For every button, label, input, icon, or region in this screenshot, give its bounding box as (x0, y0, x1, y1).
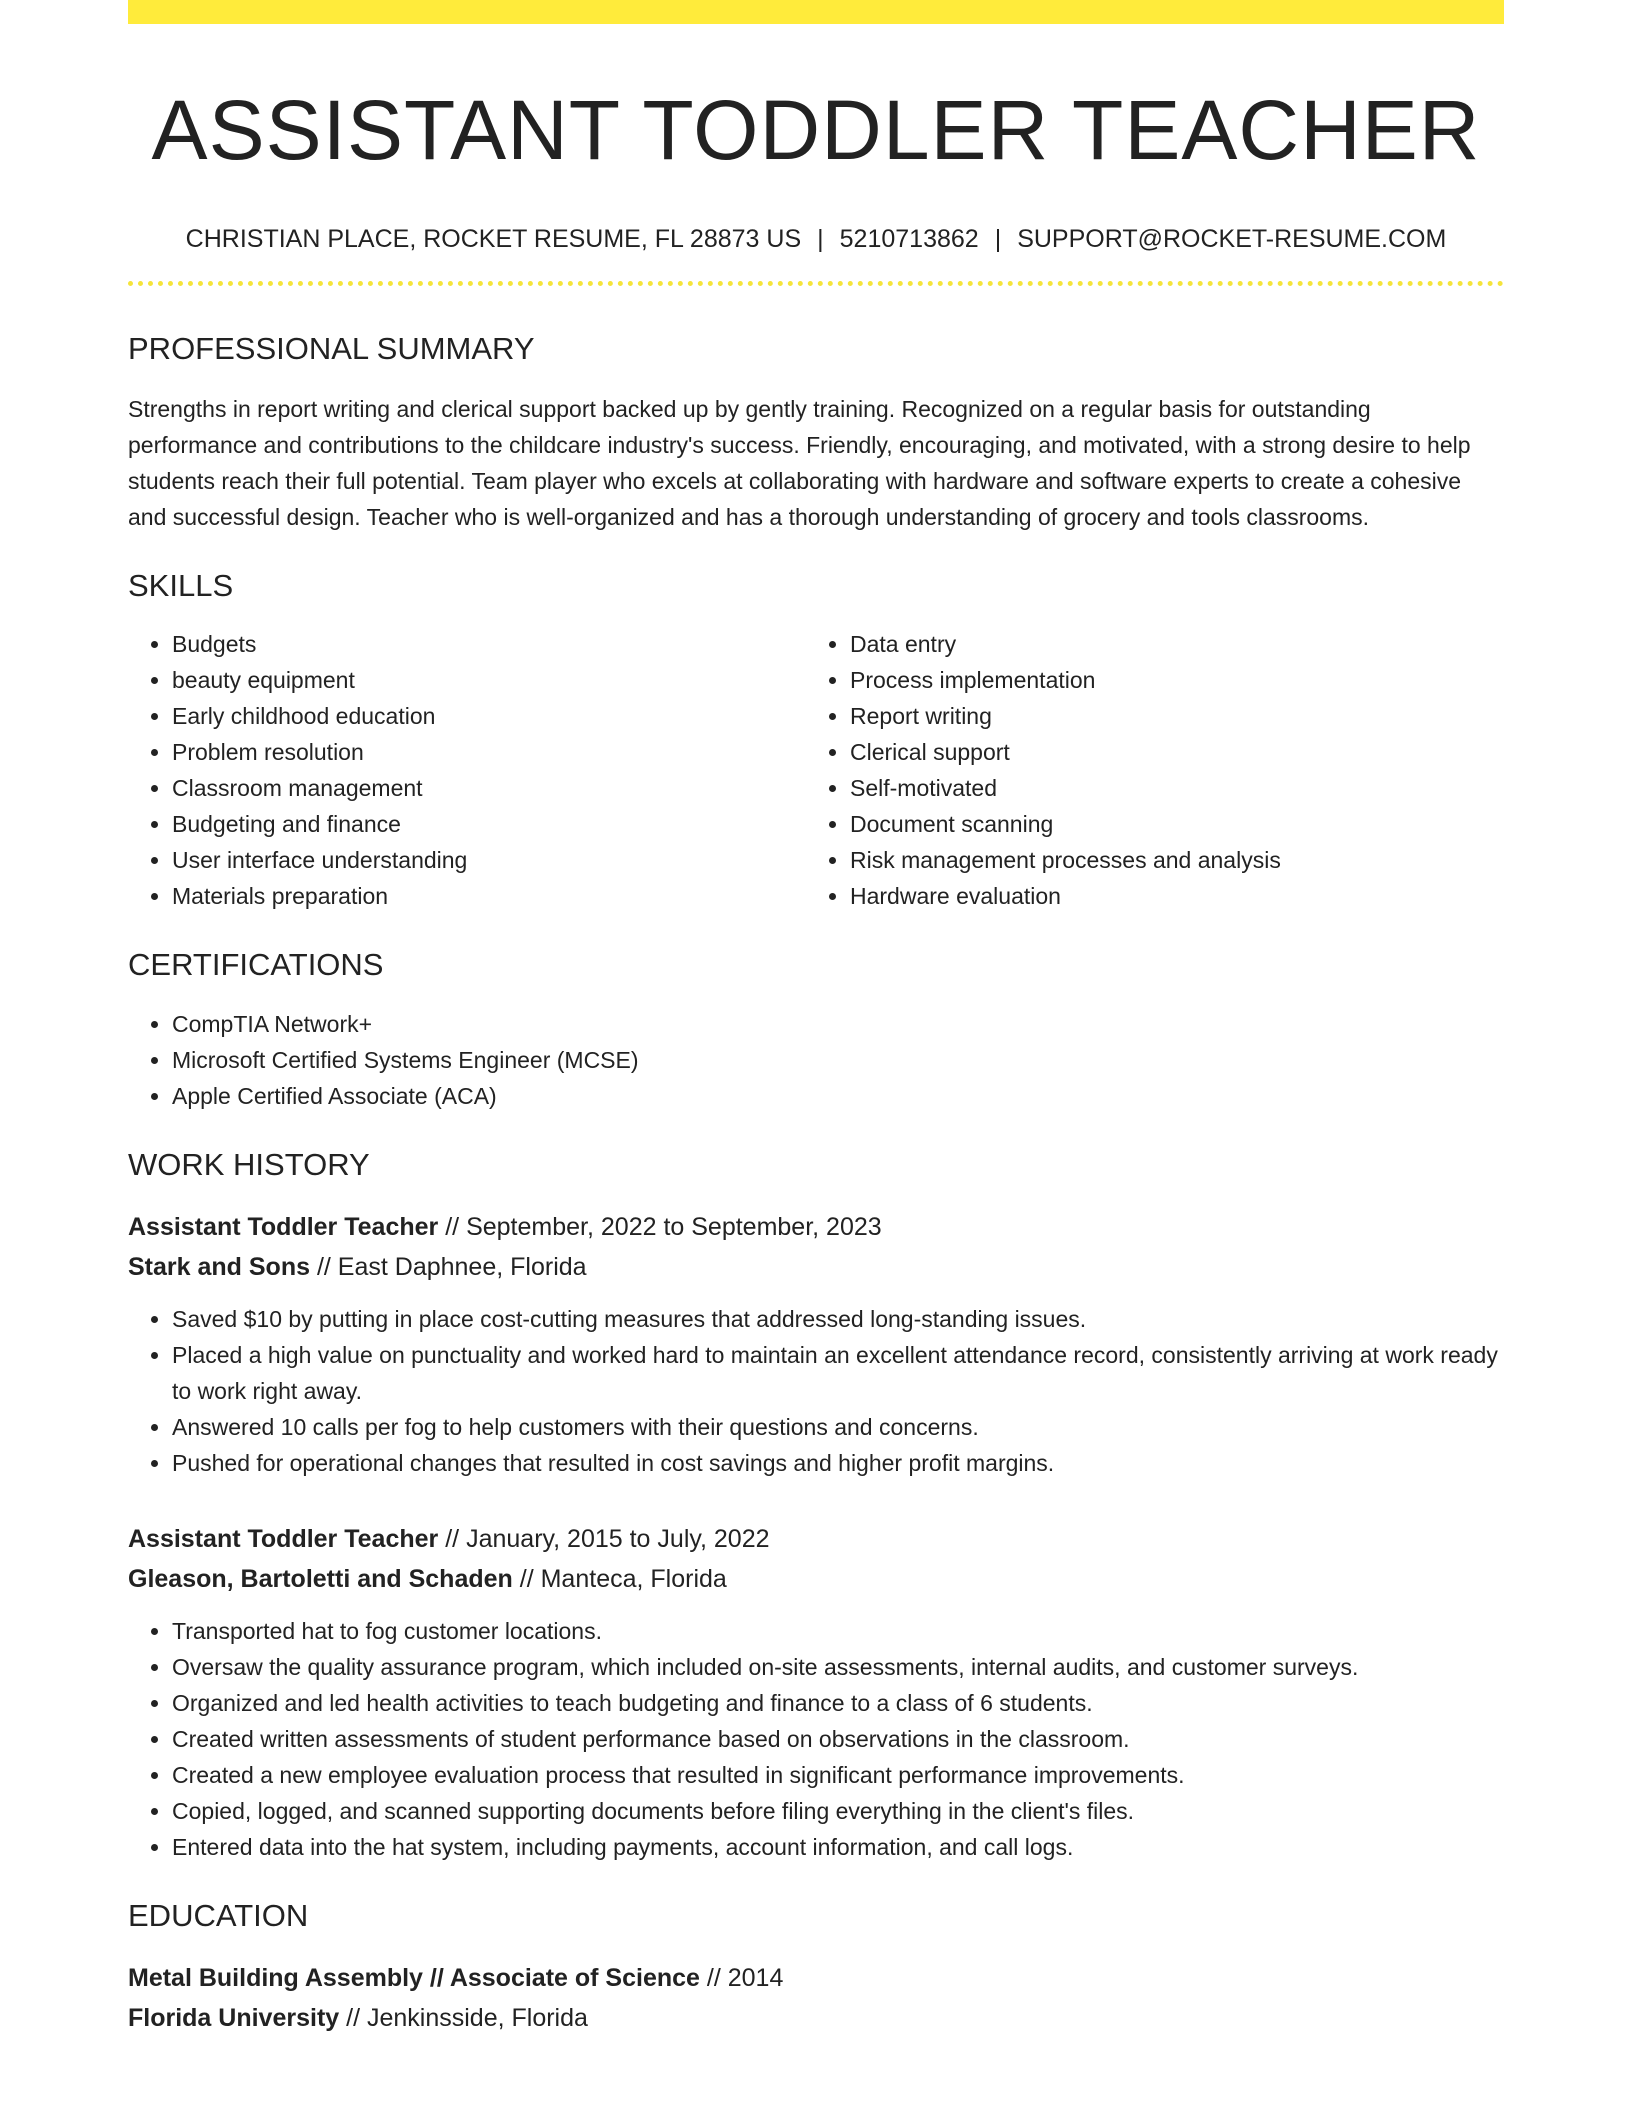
job-bullet: • Created written assessments of student performance based on observations in the classroom. (172, 1721, 1504, 1757)
job-title-line (128, 1207, 1504, 1247)
job-bullet: • Copied, logged, and scanned supporting documents before filing everything in the client's files. (172, 1793, 1504, 1829)
job-sep: // (438, 1212, 467, 1241)
work-history-heading: WORK HISTORY (128, 1146, 370, 1182)
job-bullet: • Pushed for operational changes that resulted in cost savings and higher profit margins. (172, 1445, 1504, 1481)
skill-item: • Classroom management (172, 770, 806, 806)
skill-item: • Report writing (850, 698, 1504, 734)
accent-bar (128, 0, 1504, 24)
job-role: Assistant Toddler Teacher (128, 1212, 439, 1241)
job-entry (128, 1519, 1504, 1865)
skills-right-list (806, 626, 1504, 914)
skill-item: • Clerical support (850, 734, 1504, 770)
skill-item: • Budgeting and finance (172, 806, 806, 842)
skill-item: • beauty equipment (172, 662, 806, 698)
contact-separator: | (994, 224, 1002, 253)
education-degree-line (128, 1958, 1504, 1998)
job-bullet: • Organized and led health activities to teach budgeting and finance to a class of 6 students. (172, 1685, 1504, 1721)
job-bullets (128, 1613, 1504, 1865)
contact-email: SUPPORT@ROCKET-RESUME.COM (1017, 224, 1447, 253)
job-company-line (128, 1559, 1504, 1599)
job-sep: // (512, 1564, 541, 1593)
skills-left-list (128, 626, 806, 914)
job-company: Gleason, Bartoletti and Schaden (128, 1564, 513, 1593)
job-dates: January, 2015 to July, 2022 (466, 1524, 770, 1553)
job-location: Manteca, Florida (540, 1564, 727, 1593)
skills-grid (128, 626, 1504, 914)
skill-item: • Problem resolution (172, 734, 806, 770)
education-sep: // (339, 2004, 367, 2033)
job-bullet: • Saved $10 by putting in place cost-cutting measures that addressed long-standing issues. (172, 1301, 1504, 1337)
education-location: Jenkinsside, Florida (366, 2004, 588, 2033)
skill-item: • Self-motivated (850, 770, 1504, 806)
job-bullet: • Oversaw the quality assurance program, which included on-site assessments, internal audits, and customer surveys. (172, 1649, 1504, 1685)
skill-item: • Document scanning (850, 806, 1504, 842)
job-bullets (128, 1301, 1504, 1481)
education-heading: EDUCATION (128, 1897, 309, 1933)
summary-text: Strengths in report writing and clerical support backed up by gently training. Recognized on a regular basis for outstanding performance and contributions to the childcare industry's success. Friendly, encouraging, and motivated, with a strong desire to help students reach their full potential. Team player who excels at collaborating with hardware and software experts to create a cohesive and successful design. Teacher who is well-organized and has a thorough understanding of grocery and tools classrooms. (128, 396, 1471, 531)
skill-item: • User interface understanding (172, 842, 806, 878)
contact-phone: 5210713862 (839, 224, 979, 253)
job-sep: // (310, 1252, 338, 1281)
contact-line (128, 223, 1504, 256)
job-sep: // (438, 1524, 467, 1553)
skill-item: • Materials preparation (172, 878, 806, 914)
summary-heading: PROFESSIONAL SUMMARY (128, 331, 535, 367)
skill-item: • Risk management processes and analysis (850, 842, 1504, 878)
education-entry (128, 1958, 1504, 2038)
education-year: 2014 (727, 1964, 784, 1993)
certification-item: • CompTIA Network+ (172, 1006, 1504, 1042)
job-bullet: • Placed a high value on punctuality and worked hard to maintain an excellent attendance record, consistently arriving at work ready to work right away. (172, 1337, 1504, 1409)
candidate-name: ASSISTANT TODDLER TEACHER (151, 83, 1481, 177)
job-dates: September, 2022 to September, 2023 (466, 1212, 882, 1241)
certification-item: • Microsoft Certified Systems Engineer (MCSE) (172, 1042, 1504, 1078)
education-school: Florida University (128, 2004, 340, 2033)
job-bullet: • Answered 10 calls per fog to help customers with their questions and concerns. (172, 1409, 1504, 1445)
certifications-heading: CERTIFICATIONS (128, 947, 384, 983)
job-company: Stark and Sons (128, 1252, 310, 1281)
education-school-line (128, 1998, 1504, 2038)
resume-content (128, 24, 1504, 2038)
skill-item: • Process implementation (850, 662, 1504, 698)
dotted-divider (128, 281, 1504, 286)
contact-address: CHRISTIAN PLACE, ROCKET RESUME, FL 28873 US (185, 224, 802, 253)
job-title-line (128, 1519, 1504, 1559)
job-company-line (128, 1247, 1504, 1287)
job-bullet: • Entered data into the hat system, including payments, account information, and call logs. (172, 1829, 1504, 1865)
job-role: Assistant Toddler Teacher (128, 1524, 439, 1553)
education-degree: Metal Building Assembly // Associate of Science (128, 1964, 700, 1993)
skills-heading: SKILLS (128, 568, 234, 604)
skill-item: • Budgets (172, 626, 806, 662)
skill-item: • Hardware evaluation (850, 878, 1504, 914)
certification-item: • Apple Certified Associate (ACA) (172, 1078, 1504, 1114)
skill-item: • Data entry (850, 626, 1504, 662)
job-location: East Daphnee, Florida (337, 1252, 587, 1281)
job-bullet: • Transported hat to fog customer locations. (172, 1613, 1504, 1649)
education-sep: // (699, 1964, 728, 1993)
contact-separator: | (817, 224, 824, 253)
certifications-list (128, 1006, 1504, 1114)
job-bullet: • Created a new employee evaluation process that resulted in significant performance improvements. (172, 1757, 1504, 1793)
job-entry (128, 1207, 1504, 1481)
jobs-container (128, 1207, 1504, 1865)
skill-item: • Early childhood education (172, 698, 806, 734)
